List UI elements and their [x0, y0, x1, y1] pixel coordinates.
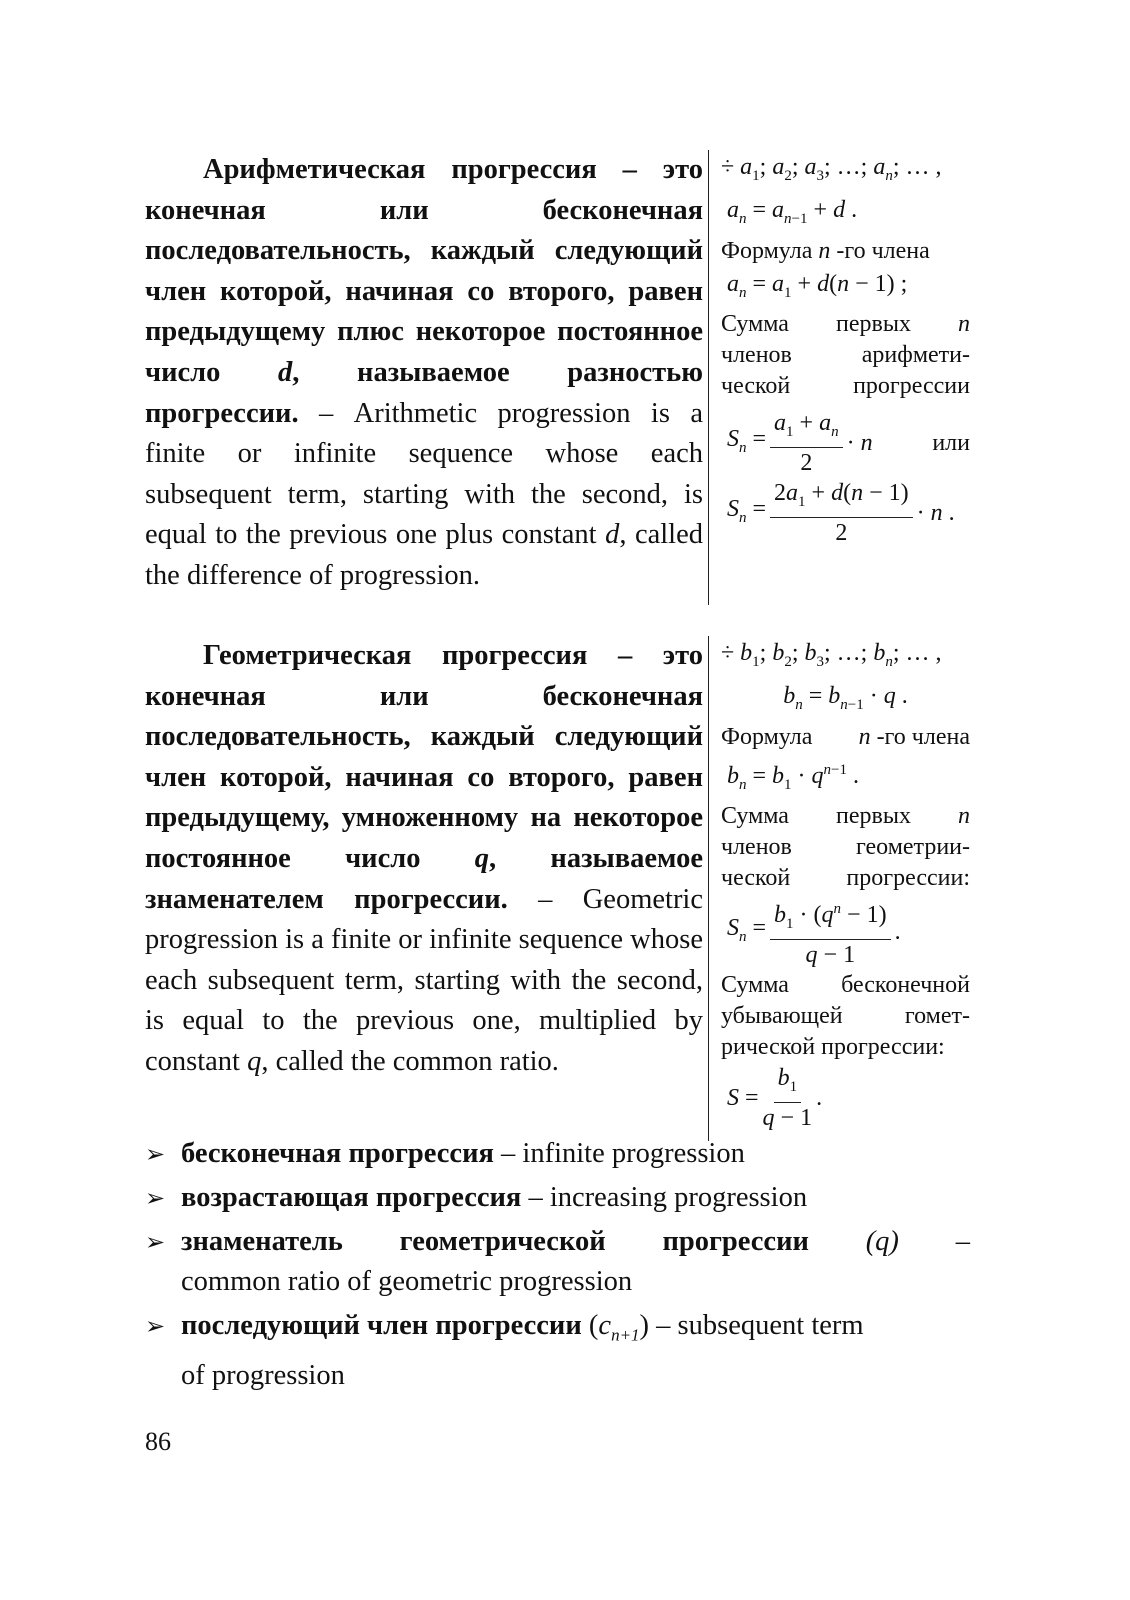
list-item: ➢ знаменатель геометрической прогрессии (q) – common ratio of geometric progression [145, 1222, 970, 1302]
arith-sequence-formula: ÷ $a_1$; $a_2$; $a_3$; …; $a_n$; … , [721, 154, 942, 184]
geom-nth-term-formula: $b_n = b_1 \cdot q^{n-1}$ . [727, 761, 860, 793]
arithmetic-formulas [708, 150, 970, 605]
vocabulary-list [145, 1134, 970, 1400]
geom-sequence-formula: ÷ $b_1$; $b_2$; $b_3$; …; $b_n$; … , [721, 640, 942, 670]
list-item: ➢ последующий член прогрессии $(c_{n+1})$ – subsequent term of progression [145, 1306, 970, 1396]
geom-sum-formula: $S_n$ = $\frac{b_1 \cdot (q^n - 1)}{q - 1}$ . [721, 894, 970, 970]
page-number: 86 [145, 1427, 171, 1456]
arithmetic-definition: Арифметическая прогрессия – это конечная или бесконечная последовательность, каждый следующий член которой, начиная со второго, равен предыдущему плюс некоторое постоянное число d, называемое разностью прогрессии. – Arithmetic progression is a finite or infinite sequence whose each subsequent term, starting with the second, is equal to the previous one plus constant d, called the difference of progression. [145, 154, 704, 591]
arith-term: Арифметическая прогрессия [203, 154, 597, 185]
geometric-formulas [708, 636, 970, 1141]
list-item: ➢ возрастающая прогрессия – increasing progression [145, 1178, 970, 1218]
arith-sum-label: Сумма первых n членов арифмети- ческой прогрессии [721, 311, 970, 400]
arith-nth-term-label: Формула n -го члена [721, 237, 930, 264]
geom-infinite-sum-formula: S = $\frac{b_1}{q - 1}$ . [727, 1065, 823, 1131]
geom-term: Геометрическая прогрессия [203, 640, 588, 671]
arrow-bullet-icon: ➢ [145, 1228, 166, 1256]
arrow-bullet-icon: ➢ [145, 1312, 166, 1340]
arrow-bullet-icon: ➢ [145, 1184, 166, 1212]
geometric-section [145, 636, 970, 1141]
arith-recurrence-formula: $a_n = a_{n-1} + d$ . [727, 196, 858, 227]
arithmetic-section [145, 150, 970, 630]
geom-sum-label: Сумма первых n членов геометрии- ческой прогрессии: [721, 803, 970, 892]
geom-infinite-sum-label: Сумма бесконечной убывающей гомет- рической прогрессии: [721, 972, 970, 1061]
arith-sum-formula-2: $S_n$ = $\frac{2a_1 + d(n - 1)}{2}$ · n . [727, 480, 955, 546]
arrow-bullet-icon: ➢ [145, 1140, 166, 1168]
arith-nth-term-formula: $a_n = a_1 + d(n - 1)$ ; [727, 270, 908, 301]
geom-nth-term-label: Формула n -го члена [721, 723, 970, 750]
arith-sum-formula-1: $S_n$ = $\frac{a_1 + a_n}{2}$ · n или [727, 410, 970, 477]
geom-recurrence-formula: $b_n = b_{n-1} \cdot q$ . [783, 682, 908, 713]
list-item: ➢ бесконечная прогрессия – infinite progression [145, 1134, 970, 1174]
geometric-definition: Геометрическая прогрессия – это конечная или бесконечная последовательность, каждый следующий член которой, начиная со второго, равен предыдущему, умноженному на некоторое постоянное число q, называемое знаменателем прогрессии. – Geometric progression is a finite or infinite sequence whose each subsequent term, starting with the second, is equal to the previous one, multiplied by constant q, called the common ratio. [145, 640, 704, 1077]
